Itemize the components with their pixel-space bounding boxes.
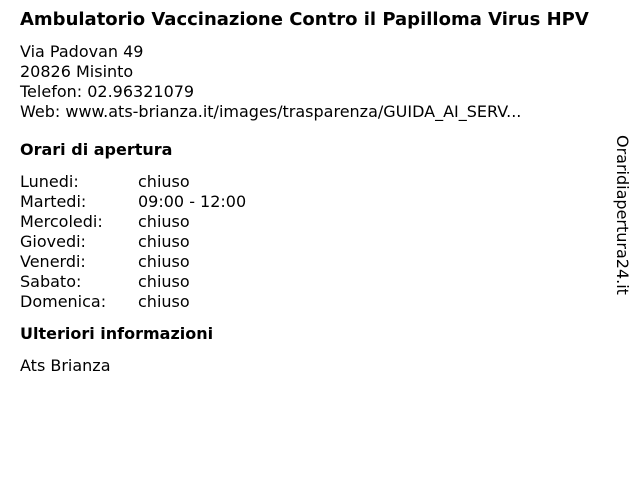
more-info-heading: Ulteriori informazioni — [20, 324, 214, 343]
day-label: Mercoledi: — [20, 212, 103, 231]
hours-row-monday — [20, 172, 620, 192]
site-watermark: Oraridiapertura24.it — [613, 135, 632, 295]
hours-value: chiuso — [138, 252, 190, 271]
hours-row-saturday — [20, 272, 620, 292]
hours-value: chiuso — [138, 232, 190, 251]
info-card — [20, 10, 620, 376]
phone-number: Telefon: 02.96321079 — [20, 82, 195, 101]
hours-value: chiuso — [138, 172, 190, 191]
hours-row-wednesday — [20, 212, 620, 232]
hours-row-friday — [20, 252, 620, 272]
day-label: Sabato: — [20, 272, 82, 291]
hours-value: chiuso — [138, 292, 190, 311]
city-address: 20826 Misinto — [20, 62, 134, 81]
street-address: Via Padovan 49 — [20, 42, 144, 61]
day-label: Giovedi: — [20, 232, 86, 251]
day-label: Venerdi: — [20, 252, 86, 271]
hours-value: 09:00 - 12:00 — [138, 192, 247, 211]
day-label: Martedi: — [20, 192, 87, 211]
day-label: Lunedi: — [20, 172, 79, 191]
hours-value: chiuso — [138, 212, 190, 231]
page-title: Ambulatorio Vaccinazione Contro il Papilloma Virus HPV — [20, 9, 589, 30]
address-block — [20, 42, 620, 122]
more-info-text: Ats Brianza — [20, 356, 111, 375]
hours-row-sunday — [20, 292, 620, 312]
opening-hours-heading: Orari di apertura — [20, 140, 173, 159]
website-link[interactable]: Web: www.ats-brianza.it/images/trasparenza/GUIDA_AI_SERV... — [20, 102, 522, 121]
hours-row-thursday — [20, 232, 620, 252]
hours-value: chiuso — [138, 272, 190, 291]
hours-row-tuesday — [20, 192, 620, 212]
opening-hours-table — [20, 172, 620, 312]
day-label: Domenica: — [20, 292, 107, 311]
